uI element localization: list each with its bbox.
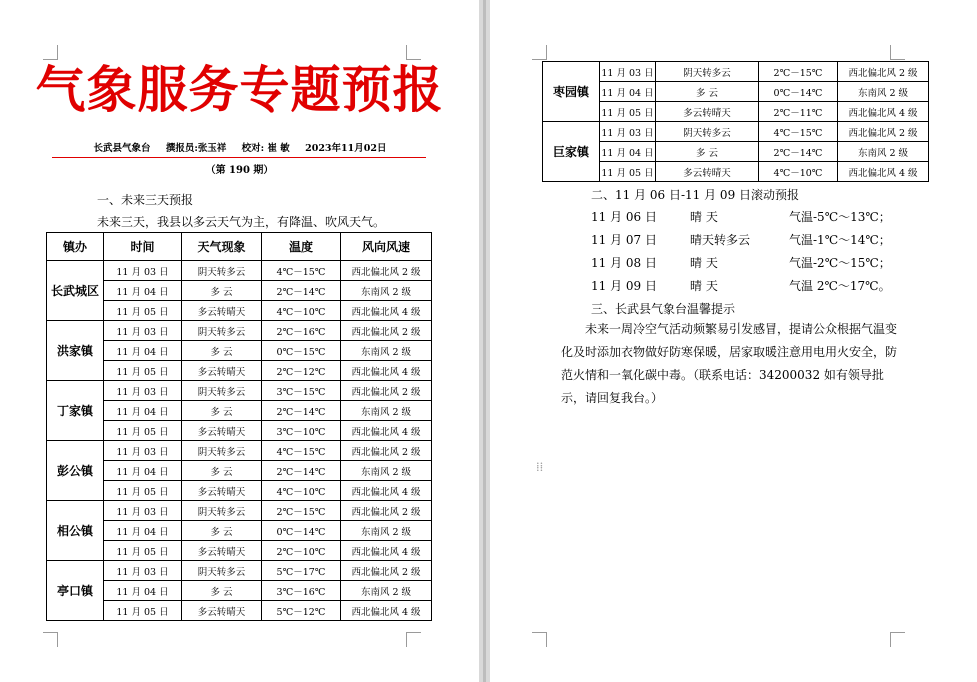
town-cell: 丁家镇 <box>47 381 104 441</box>
page-gutter <box>479 0 490 682</box>
table-row <box>543 62 929 82</box>
temperature-cell: 4℃－10℃ <box>759 162 838 182</box>
temperature-cell: 5℃－17℃ <box>262 561 341 581</box>
rolling-temp: 气温 2℃～17℃。 <box>789 279 891 293</box>
date-cell: 11 月 04 日 <box>104 401 182 421</box>
temperature-cell: 4℃－10℃ <box>262 301 341 321</box>
temperature-cell: 4℃－15℃ <box>262 261 341 281</box>
date-cell: 11 月 03 日 <box>600 62 656 82</box>
temperature-cell: 2℃－14℃ <box>262 401 341 421</box>
temperature-cell: 2℃－14℃ <box>262 461 341 481</box>
weather-cell: 阴天转多云 <box>656 122 759 142</box>
drag-handle-icon[interactable]: ⁞⁞ <box>536 460 544 475</box>
table-row <box>47 361 432 381</box>
section2-heading: 二、11 月 06 日-11 月 09 日滚动预报 <box>591 188 800 202</box>
wind-cell: 西北偏北风 4 级 <box>341 421 432 441</box>
weather-cell: 多云转晴天 <box>182 301 262 321</box>
table-row <box>47 401 432 421</box>
temperature-cell: 4℃－10℃ <box>262 481 341 501</box>
town-cell: 亭口镇 <box>47 561 104 621</box>
temperature-cell: 2℃－14℃ <box>759 142 838 162</box>
weather-cell: 阴天转多云 <box>656 62 759 82</box>
wind-cell: 东南风 2 级 <box>838 82 929 102</box>
header-temp: 温度 <box>262 233 341 261</box>
table-row <box>47 481 432 501</box>
wind-cell: 西北偏北风 2 级 <box>341 441 432 461</box>
table-row <box>47 501 432 521</box>
rolling-weather: 晴 天 <box>690 256 718 270</box>
date-cell: 11 月 05 日 <box>600 162 656 182</box>
weather-cell: 多 云 <box>182 521 262 541</box>
date-cell: 11 月 04 日 <box>104 341 182 361</box>
rolling-date: 11 月 08 日 <box>591 256 657 270</box>
temperature-cell: 3℃－10℃ <box>262 421 341 441</box>
date-cell: 11 月 05 日 <box>104 301 182 321</box>
town-cell: 彭公镇 <box>47 441 104 501</box>
document-title: 气象服务专题预报 <box>35 62 444 118</box>
weather-cell: 多 云 <box>182 281 262 301</box>
wind-cell: 西北偏北风 4 级 <box>341 301 432 321</box>
crop-mark <box>532 632 547 647</box>
weather-cell: 阴天转多云 <box>182 381 262 401</box>
temperature-cell: 2℃－12℃ <box>262 361 341 381</box>
table-row <box>47 541 432 561</box>
byline-author: 撰报员:张玉祥 <box>165 143 227 154</box>
town-cell: 巨家镇 <box>543 122 600 182</box>
wind-cell: 西北偏北风 2 级 <box>838 122 929 142</box>
crop-mark <box>406 632 421 647</box>
byline <box>55 140 425 154</box>
date-cell: 11 月 03 日 <box>104 441 182 461</box>
temperature-cell: 2℃－15℃ <box>759 62 838 82</box>
rolling-weather: 晴 天 <box>690 210 718 224</box>
date-cell: 11 月 04 日 <box>104 581 182 601</box>
table-row <box>47 321 432 341</box>
temperature-cell: 2℃－14℃ <box>262 281 341 301</box>
weather-cell: 阴天转多云 <box>182 321 262 341</box>
wind-cell: 西北偏北风 4 级 <box>341 541 432 561</box>
weather-cell: 多云转晴天 <box>182 481 262 501</box>
weather-cell: 阴天转多云 <box>182 501 262 521</box>
table-row <box>47 461 432 481</box>
date-cell: 11 月 03 日 <box>104 381 182 401</box>
wind-cell: 西北偏北风 4 级 <box>341 601 432 621</box>
wind-cell: 西北偏北风 4 级 <box>341 361 432 381</box>
town-cell: 长武城区 <box>47 261 104 321</box>
section1-intro: 未来三天，我县以多云天气为主，有降温、吹风天气。 <box>97 215 386 229</box>
weather-cell: 多 云 <box>182 401 262 421</box>
wind-cell: 东南风 2 级 <box>341 281 432 301</box>
header-weather: 天气现象 <box>182 233 262 261</box>
date-cell: 11 月 05 日 <box>104 541 182 561</box>
date-cell: 11 月 04 日 <box>600 82 656 102</box>
temperature-cell: 2℃－15℃ <box>262 501 341 521</box>
forecast-table-continued <box>542 61 929 182</box>
weather-cell: 多云转晴天 <box>182 361 262 381</box>
table-row <box>47 341 432 361</box>
rolling-temp: 气温-2℃～15℃； <box>789 256 891 270</box>
temperature-cell: 2℃－16℃ <box>262 321 341 341</box>
wind-cell: 东南风 2 级 <box>341 401 432 421</box>
document-page-2 <box>490 0 977 682</box>
section3-text: 未来一周冷空气活动频繁易引发感冒，提请公众根据气温变化及时添加衣物做好防寒保暖，居家取暖注意用电用火安全，防范火情和一氧化碳中毒。（联系电话：34200032 如有领导批示，请回复我台。） <box>561 322 898 405</box>
rolling-weather: 晴 天 <box>690 279 718 293</box>
table-row <box>47 521 432 541</box>
section1-heading: 一、未来三天预报 <box>97 193 194 207</box>
temperature-cell: 2℃－10℃ <box>262 541 341 561</box>
weather-cell: 多 云 <box>656 142 759 162</box>
weather-cell: 多 云 <box>182 341 262 361</box>
temperature-cell: 0℃－14℃ <box>759 82 838 102</box>
weather-cell: 多云转晴天 <box>182 421 262 441</box>
weather-cell: 多云转晴天 <box>182 541 262 561</box>
red-divider <box>52 157 426 158</box>
wind-cell: 西北偏北风 2 级 <box>341 561 432 581</box>
wind-cell: 西北偏北风 2 级 <box>341 321 432 341</box>
town-cell: 相公镇 <box>47 501 104 561</box>
date-cell: 11 月 04 日 <box>104 521 182 541</box>
wind-cell: 西北偏北风 2 级 <box>838 62 929 82</box>
wind-cell: 西北偏北风 4 级 <box>838 162 929 182</box>
crop-mark <box>890 45 905 60</box>
weather-cell: 多 云 <box>656 82 759 102</box>
temperature-cell: 4℃－15℃ <box>759 122 838 142</box>
wind-cell: 西北偏北风 4 级 <box>341 481 432 501</box>
date-cell: 11 月 03 日 <box>104 561 182 581</box>
weather-cell: 多云转晴天 <box>182 601 262 621</box>
wind-cell: 西北偏北风 2 级 <box>341 381 432 401</box>
town-cell: 枣园镇 <box>543 62 600 122</box>
table-row <box>47 421 432 441</box>
date-cell: 11 月 05 日 <box>600 102 656 122</box>
table-row <box>47 261 432 281</box>
date-cell: 11 月 05 日 <box>104 481 182 501</box>
wind-cell: 东南风 2 级 <box>341 581 432 601</box>
date-cell: 11 月 04 日 <box>104 281 182 301</box>
temperature-cell: 4℃－15℃ <box>262 441 341 461</box>
wind-cell: 东南风 2 级 <box>838 142 929 162</box>
byline-org: 长武县气象台 <box>93 143 151 154</box>
wind-cell: 东南风 2 级 <box>341 461 432 481</box>
table-header-row <box>47 233 432 261</box>
date-cell: 11 月 05 日 <box>104 421 182 441</box>
table-row <box>543 162 929 182</box>
temperature-cell: 3℃－15℃ <box>262 381 341 401</box>
rolling-weather: 晴天转多云 <box>690 233 751 247</box>
byline-reviewer: 校对: 崔 敏 <box>241 143 290 154</box>
wind-cell: 东南风 2 级 <box>341 521 432 541</box>
section3-heading: 三、长武县气象台温馨提示 <box>591 302 736 316</box>
forecast-table <box>46 232 432 621</box>
document-page-1 <box>0 0 479 682</box>
weather-cell: 阴天转多云 <box>182 561 262 581</box>
crop-mark <box>532 45 547 60</box>
header-wind: 风向风速 <box>341 233 432 261</box>
weather-cell: 多 云 <box>182 461 262 481</box>
temperature-cell: 0℃－15℃ <box>262 341 341 361</box>
date-cell: 11 月 03 日 <box>104 501 182 521</box>
date-cell: 11 月 03 日 <box>104 261 182 281</box>
section3-text-block <box>561 318 906 410</box>
table-row <box>47 601 432 621</box>
weather-cell: 多云转晴天 <box>656 162 759 182</box>
weather-cell: 阴天转多云 <box>182 441 262 461</box>
rolling-date: 11 月 07 日 <box>591 233 657 247</box>
date-cell: 11 月 03 日 <box>104 321 182 341</box>
date-cell: 11 月 04 日 <box>600 142 656 162</box>
table-row <box>47 381 432 401</box>
date-cell: 11 月 05 日 <box>104 361 182 381</box>
issue-number: （第 190 期） <box>205 165 274 176</box>
date-cell: 11 月 03 日 <box>600 122 656 142</box>
table-row <box>47 581 432 601</box>
date-cell: 11 月 05 日 <box>104 601 182 621</box>
crop-mark <box>890 632 905 647</box>
table-row <box>47 441 432 461</box>
wind-cell: 西北偏北风 2 级 <box>341 501 432 521</box>
table-row <box>47 561 432 581</box>
header-date: 时间 <box>104 233 182 261</box>
crop-mark <box>43 632 58 647</box>
header-town: 镇办 <box>47 233 104 261</box>
byline-date: 2023年11月02日 <box>305 143 387 154</box>
weather-cell: 阴天转多云 <box>182 261 262 281</box>
rolling-temp: 气温-1℃～14℃； <box>789 233 891 247</box>
date-cell: 11 月 04 日 <box>104 461 182 481</box>
table-row <box>47 301 432 321</box>
temperature-cell: 2℃－11℃ <box>759 102 838 122</box>
wind-cell: 西北偏北风 4 级 <box>838 102 929 122</box>
weather-cell: 多 云 <box>182 581 262 601</box>
wind-cell: 东南风 2 级 <box>341 341 432 361</box>
rolling-date: 11 月 06 日 <box>591 210 657 224</box>
table-row <box>47 281 432 301</box>
temperature-cell: 3℃－16℃ <box>262 581 341 601</box>
table-row <box>543 142 929 162</box>
temperature-cell: 5℃－12℃ <box>262 601 341 621</box>
table-row <box>543 122 929 142</box>
table-row <box>543 82 929 102</box>
wind-cell: 西北偏北风 2 级 <box>341 261 432 281</box>
table-row <box>543 102 929 122</box>
weather-cell: 多云转晴天 <box>656 102 759 122</box>
temperature-cell: 0℃－14℃ <box>262 521 341 541</box>
town-cell: 洪家镇 <box>47 321 104 381</box>
rolling-date: 11 月 09 日 <box>591 279 657 293</box>
rolling-temp: 气温-5℃～13℃； <box>789 210 891 224</box>
